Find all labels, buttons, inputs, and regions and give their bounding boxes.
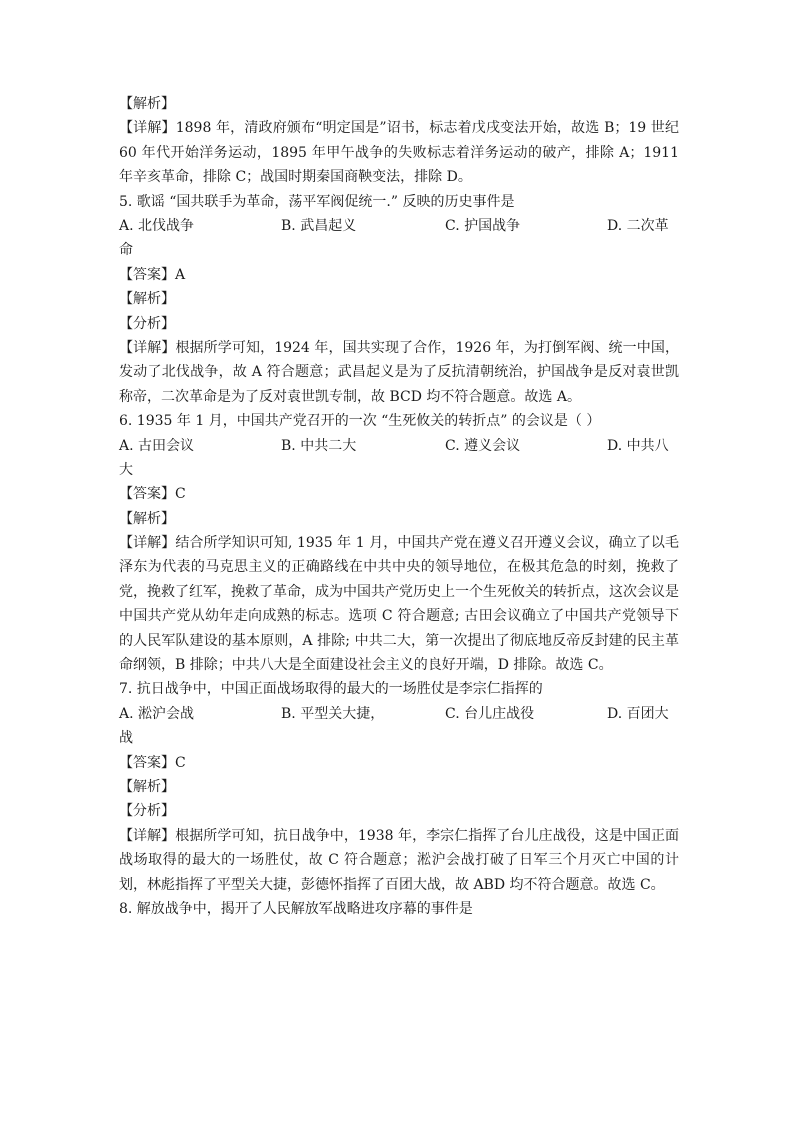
q5-detail-paragraph: 【详解】根据所学可知，1924 年，国共实现了合作，1926 年，为打倒军阀、统一中国，发动了北伐战争，故 A 符合题意；武昌起义是为了反抗清朝统治，护国战争是反对袁世凯称帝，二次革命是为了反对袁世凯专制，故 BCD 均不符合题意。故选 A。 xyxy=(119,339,679,405)
q7-question: 7. 抗日战争中，中国正面战场取得的最大的一场胜仗是李宗仁指挥的 xyxy=(119,681,543,698)
q6-detail-paragraph: 【详解】结合所学知识可知, 1935 年 1 月，中国共产党在遵义召开遵义会议，确立了以毛泽东为代表的马克思主义的正确路线在中共中央的领导地位，在极其危急的时刻，挽救了党，挽救了红军，挽救了革命，成为中国共产党历史上一个生死攸关的转折点，这次会议是中国共产党从幼年走向成熟的标志。选项 C 符合题意; 古田会议确立了中国共产党领导下的人民军队建设的基本原则，A 排除; 中共二大，第一次提出了彻底地反帝反封建的民主革命纲领，B 排除；中共八大是全面建设社会主义的良好开端，D 排除。故选 C。 xyxy=(119,535,679,674)
document-page xyxy=(119,92,679,921)
q5-option-d: D. 二次革 xyxy=(607,217,669,234)
q5-answer: 【答案】A xyxy=(119,266,186,283)
q6-option-b: B. 中共二大 xyxy=(281,437,357,454)
q5-option-a: A. 北伐战争 xyxy=(119,217,195,234)
q7-option-d: D. 百团大 xyxy=(607,705,669,722)
q7-analysis-heading: 【解析】 xyxy=(119,779,175,796)
q6-option-d: D. 中共八 xyxy=(607,437,669,454)
analysis-heading: 【解析】 xyxy=(119,96,175,112)
q6-option-c: C. 遵义会议 xyxy=(445,437,521,454)
q8-question: 8. 解放战争中，揭开了人民解放军战略进攻序幕的事件是 xyxy=(119,900,473,917)
q4-detail-paragraph: 【详解】1898 年，清政府颁布“明定国是”诏书，标志着戊戌变法开始，故选 B；19 世纪 60 年代开始洋务运动，1895 年甲午战争的失败标志着洋务运动的破产，排除 A；1911 年辛亥革命，排除 C；战国时期秦国商鞅变法，排除 D。 xyxy=(119,120,679,186)
q6-options xyxy=(119,434,679,458)
q7-option-a: A. 淞沪会战 xyxy=(119,705,195,722)
q5-analyze-heading: 【分析】 xyxy=(119,315,175,332)
q7-option-b: B. 平型关大捷， xyxy=(281,705,385,722)
q7-option-d-overflow: 战 xyxy=(119,730,133,747)
q7-option-c: C. 台儿庄战役 xyxy=(445,705,535,722)
q5-option-c: C. 护国战争 xyxy=(445,217,521,234)
q6-analysis-heading: 【解析】 xyxy=(119,510,175,527)
q6-answer: 【答案】C xyxy=(119,486,186,503)
q7-options xyxy=(119,702,679,726)
q5-question: 5. 歌谣 “国共联手为革命，荡平军阀促统一.” 反映的历史事件是 xyxy=(119,193,515,210)
q6-question: 6. 1935 年 1 月，中国共产党召开的一次 “生死攸关的转折点” 的会议是（ ） xyxy=(119,413,601,430)
q6-option-a: A. 古田会议 xyxy=(119,437,195,454)
q7-detail-paragraph: 【详解】根据所学可知，抗日战争中，1938 年，李宗仁指挥了台儿庄战役，这是中国正面战场取得的最大的一场胜仗，故 C 符合题意；淞沪会战打破了日军三个月灭亡中国的计划，林彪指挥了平型关大捷，彭德怀指挥了百团大战，故 ABD 均不符合题意。故选 C。 xyxy=(119,827,679,893)
q5-option-d-overflow: 命 xyxy=(119,242,133,259)
q7-answer: 【答案】C xyxy=(119,754,186,771)
q7-analyze-heading: 【分析】 xyxy=(119,803,175,820)
q5-analysis-heading: 【解析】 xyxy=(119,291,175,308)
q5-options xyxy=(119,214,679,238)
q6-option-d-overflow: 大 xyxy=(119,461,133,478)
q5-option-b: B. 武昌起义 xyxy=(281,217,357,234)
